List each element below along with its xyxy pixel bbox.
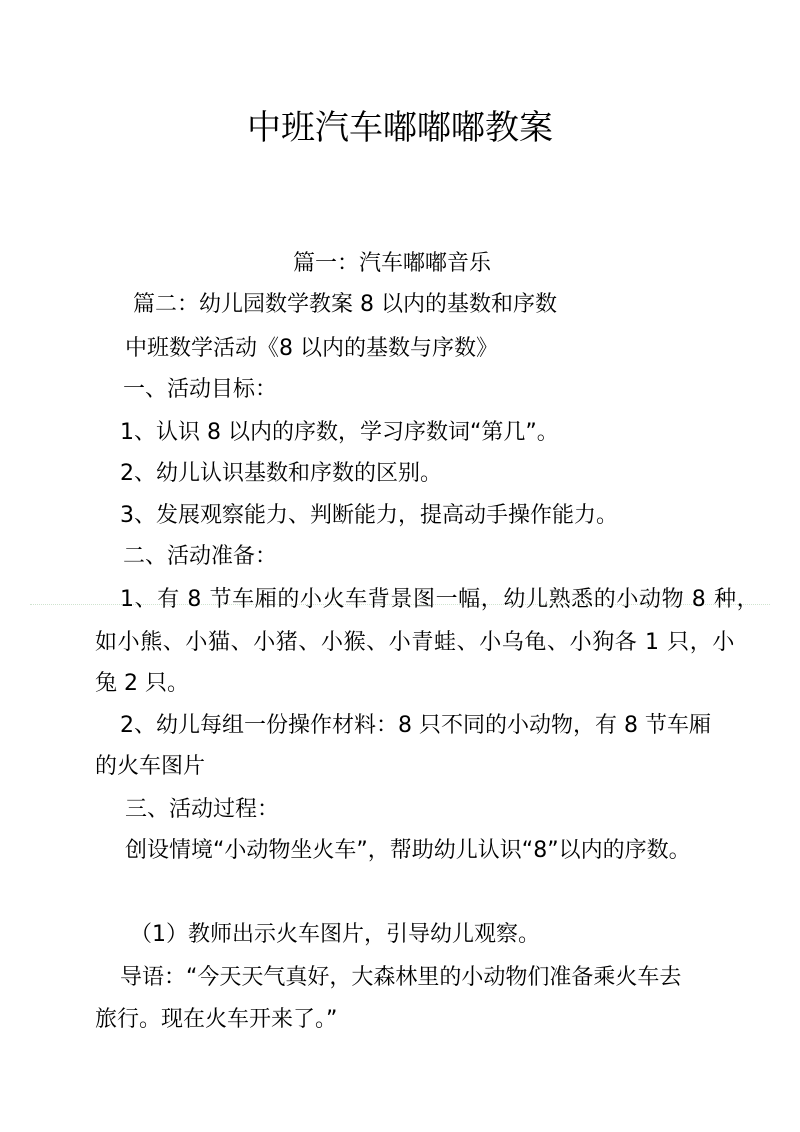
paragraph: 如小熊、小猫、小猪、小猴、小青蛙、小乌龟、小狗各 1 只，小 [95, 630, 735, 655]
paragraph: 3、发展观察能力、判断能力，提高动手操作能力。 [120, 503, 618, 528]
paragraph: （1）教师出示火车图片，引导幼儿观察。 [130, 922, 540, 947]
paragraph: 1、有 8 节车厢的小火车背景图一幅，幼儿熟悉的小动物 8 种， [120, 587, 760, 612]
paragraph: 导语：“今天天气真好，大森林里的小动物们准备乘火车去 [120, 965, 682, 990]
paragraph: 篇二：幼儿园数学教案 8 以内的基数和序数 [133, 292, 557, 317]
paragraph: 兔 2 只。 [95, 671, 189, 696]
paragraph: 篇一：汽车嘟嘟音乐 [293, 251, 492, 276]
paragraph: 中班数学活动《8 以内的基数与序数》 [125, 336, 498, 361]
paragraph: 旅行。现在火车开来了。” [95, 1007, 338, 1032]
paragraph: 2、幼儿每组一份操作材料：8 只不同的小动物，有 8 节车厢 [120, 713, 711, 738]
section-heading: 二、活动准备： [123, 544, 278, 569]
section-heading: 一、活动目标： [123, 377, 278, 402]
paragraph: 创设情境“小动物坐火车”，帮助幼儿认识“8”以内的序数。 [125, 838, 691, 863]
document-title: 中班汽车嘟嘟嘟教案 [247, 108, 553, 148]
section-heading: 三、活动过程： [125, 797, 280, 822]
paragraph: 的火车图片 [95, 754, 206, 779]
paragraph: 2、幼儿认识基数和序数的区别。 [120, 461, 442, 486]
paragraph: 1、认识 8 以内的序数，学习序数词“第几”。 [120, 420, 559, 445]
